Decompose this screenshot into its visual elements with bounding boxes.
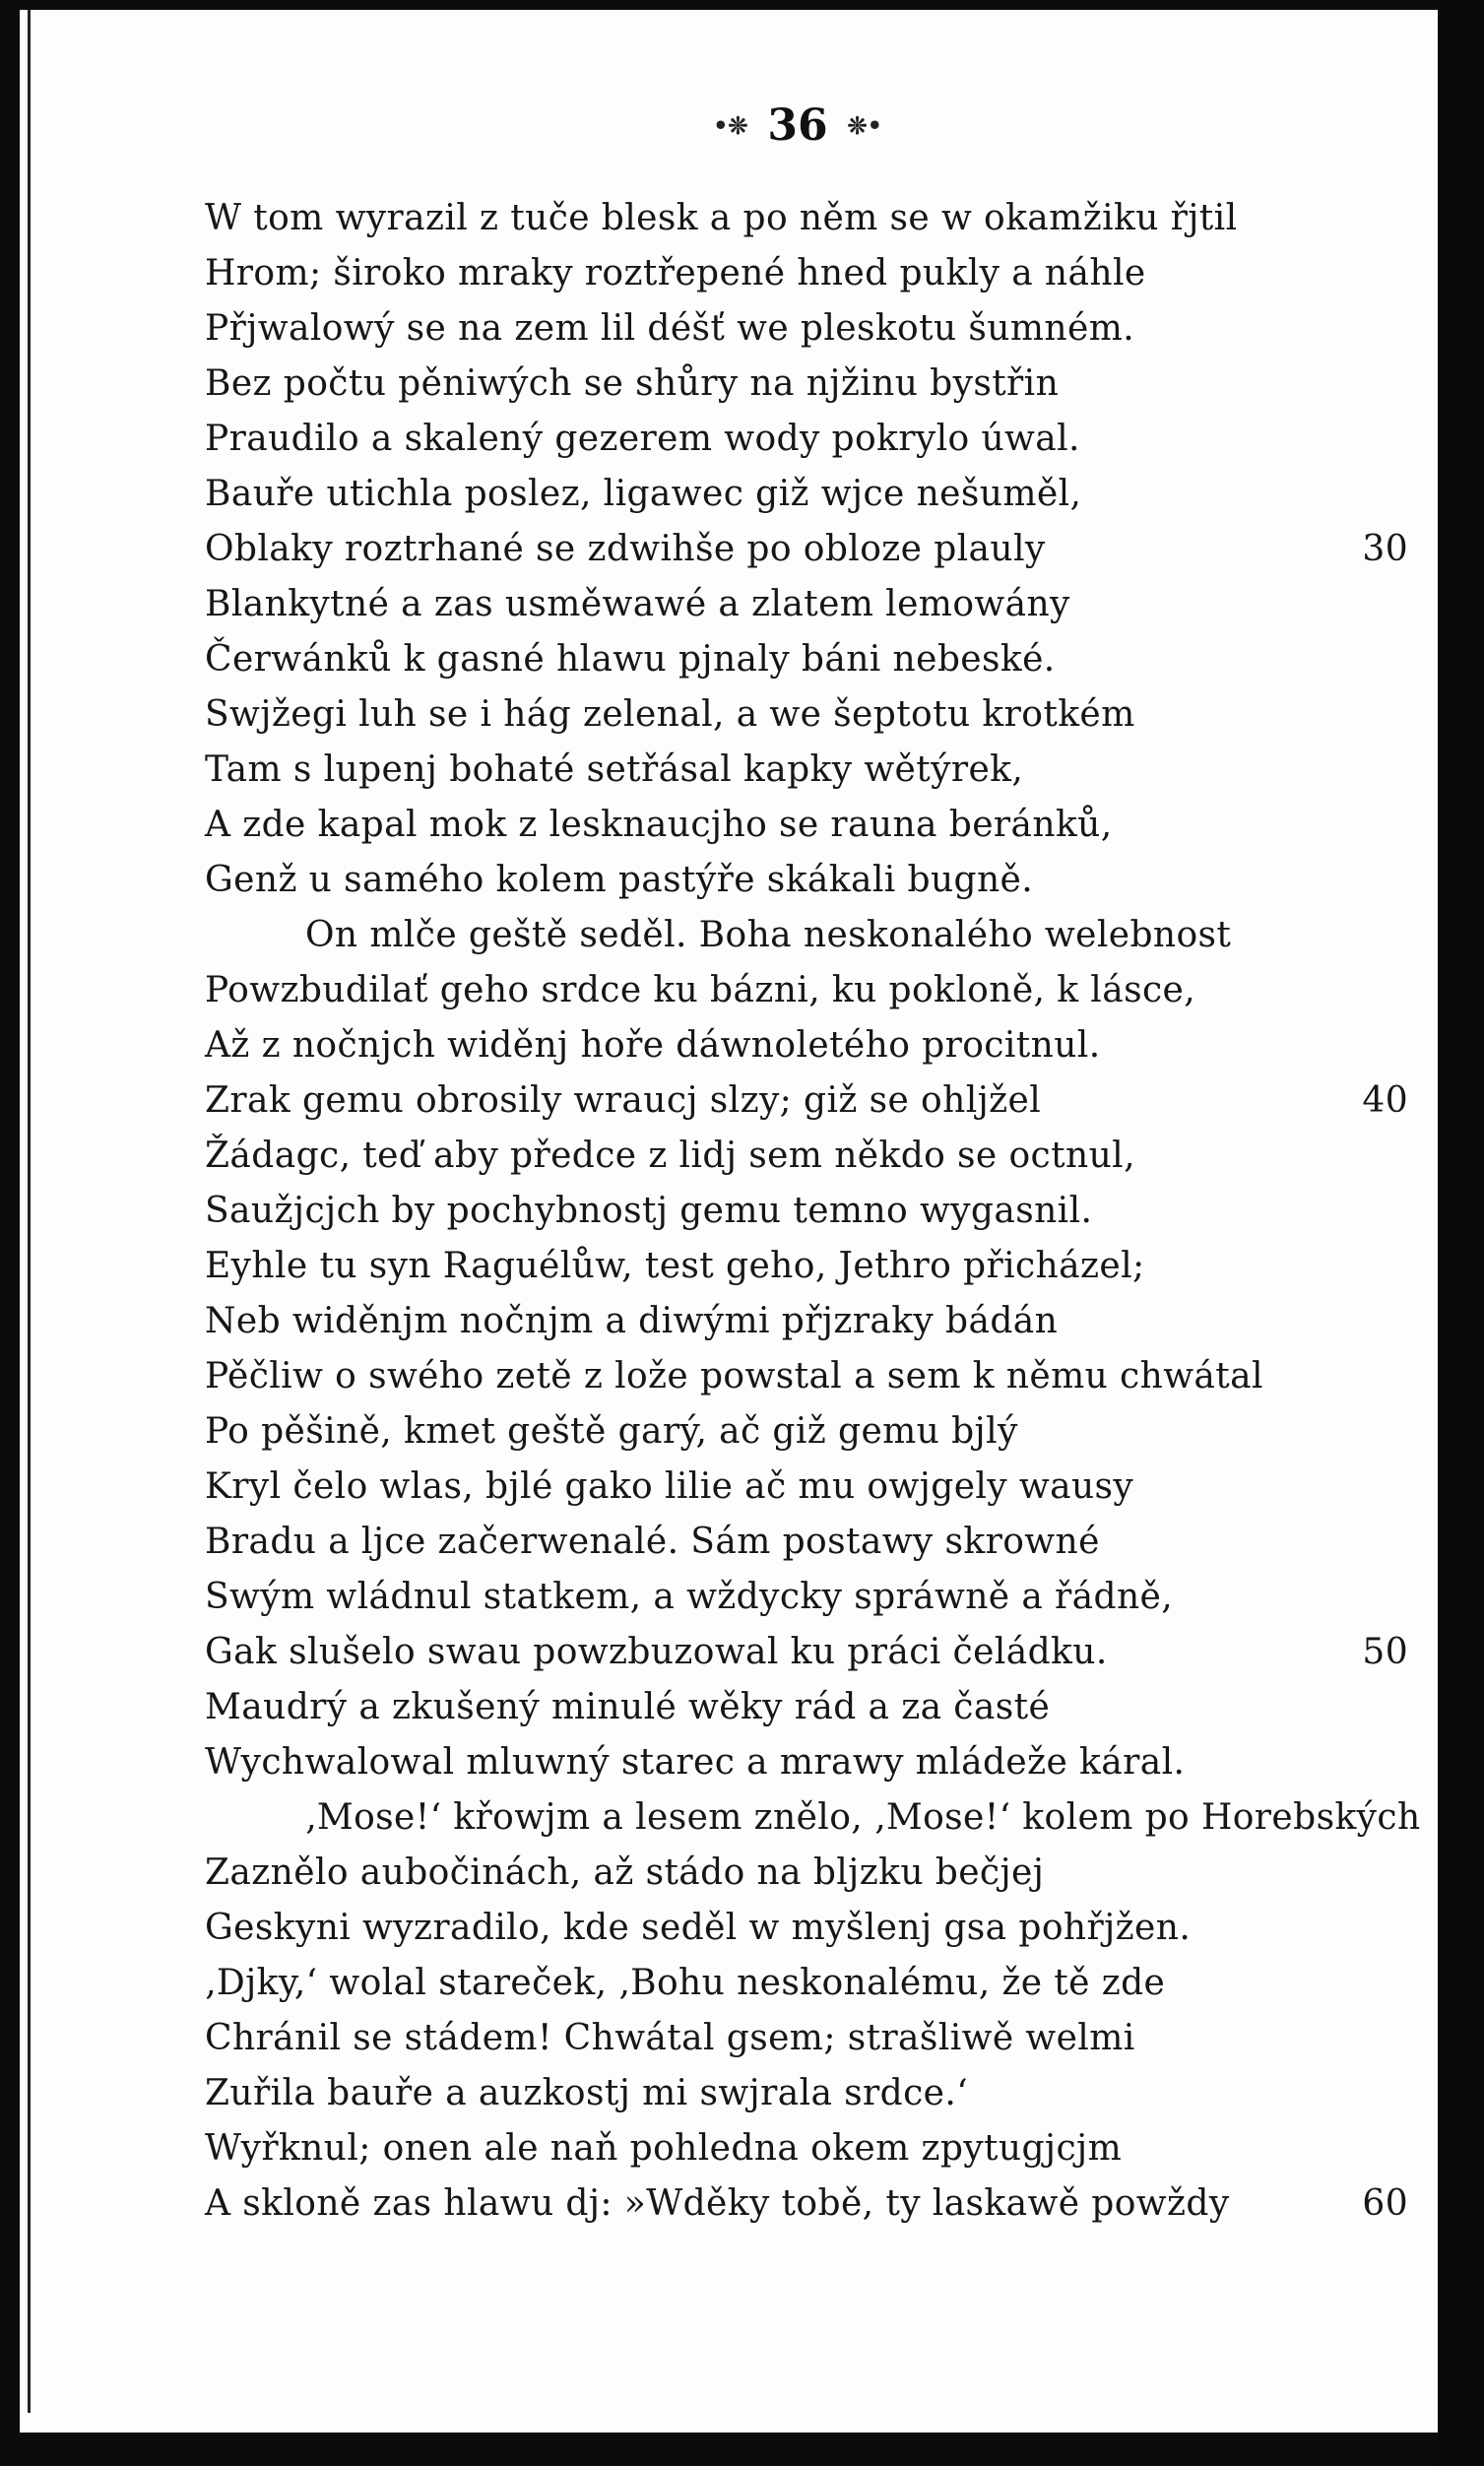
ornament-right: ❊• bbox=[847, 111, 882, 140]
verse-line bbox=[20, 1790, 1438, 1846]
verse-line bbox=[20, 1735, 1438, 1790]
ornament-left: •❊ bbox=[713, 111, 748, 140]
verse-text bbox=[20, 191, 1438, 2232]
verse-line bbox=[20, 963, 1438, 1018]
verse-line-text: Tam s lupenj bohaté setřásal kapky wětýrek, bbox=[205, 749, 1024, 790]
verse-line bbox=[20, 1625, 1438, 1680]
line-number: 40 bbox=[1362, 1080, 1408, 1121]
verse-line bbox=[20, 853, 1438, 908]
verse-line-text: A zde kapal mok z lesknaucjho se rauna beránků, bbox=[205, 805, 1113, 845]
verse-line-text: Až z nočnjch widěnj hoře dáwnoletého procitnul. bbox=[205, 1025, 1101, 1066]
verse-line-text: Eyhle tu syn Raguélůw, test geho, Jethro přicházel; bbox=[205, 1246, 1145, 1286]
verse-line-text: Oblaky roztrhané se zdwihše po obloze plauly bbox=[205, 529, 1046, 569]
verse-line bbox=[20, 1129, 1438, 1184]
verse-line bbox=[20, 1680, 1438, 1735]
line-number: 30 bbox=[1362, 529, 1408, 569]
verse-line-text: On mlče geště seděl. Boha neskonalého welebnost bbox=[305, 915, 1232, 955]
verse-line bbox=[20, 2011, 1438, 2066]
verse-line-text: Kryl čelo wlas, bjlé gako lilie ač mu owjgely wausy bbox=[205, 1466, 1134, 1507]
verse-line bbox=[20, 2121, 1438, 2176]
verse-line bbox=[20, 522, 1438, 577]
verse-line bbox=[20, 908, 1438, 963]
verse-line bbox=[20, 1349, 1438, 1404]
verse-line-text: Blankytné a zas usměwawé a zlatem lemowány bbox=[205, 584, 1070, 624]
verse-line-text: Powzbudilať geho srdce ku bázni, ku pokloně, k lásce, bbox=[205, 970, 1196, 1010]
verse-line bbox=[20, 357, 1438, 412]
verse-line bbox=[20, 1018, 1438, 1073]
verse-line bbox=[20, 467, 1438, 522]
verse-line bbox=[20, 577, 1438, 632]
verse-line-text: Genž u samého kolem pastýře skákali bugně. bbox=[205, 860, 1034, 900]
verse-line-text: Po pěšině, kmet geště garý, ač giž gemu bjlý bbox=[205, 1411, 1018, 1452]
verse-line bbox=[20, 1515, 1438, 1570]
line-number: 60 bbox=[1362, 2183, 1408, 2224]
verse-line bbox=[20, 1901, 1438, 1956]
verse-line-text: Chránil se stádem! Chwátal gsem; strašliwě welmi bbox=[205, 2018, 1135, 2058]
verse-line-text: ‚Mose!‘ křowjm a lesem znělo, ‚Mose!‘ kolem po Horebských bbox=[305, 1797, 1421, 1838]
verse-line bbox=[20, 301, 1438, 357]
verse-line-text: Geskyni wyzradilo, kde seděl w myšlenj gsa pohřjžen. bbox=[205, 1908, 1192, 1948]
verse-line bbox=[20, 1404, 1438, 1460]
verse-line bbox=[20, 1460, 1438, 1515]
page-header bbox=[660, 100, 936, 160]
verse-line bbox=[20, 1570, 1438, 1625]
verse-line bbox=[20, 1956, 1438, 2011]
verse-line bbox=[20, 1239, 1438, 1294]
verse-line-text: Bauře utichla poslez, ligawec giž wjce nešuměl, bbox=[205, 474, 1082, 514]
verse-line bbox=[20, 632, 1438, 687]
verse-line-text: W tom wyrazil z tuče blesk a po něm se w okamžiku řjtil bbox=[205, 198, 1238, 238]
verse-line-text: Swjžegi luh se i hág zelenal, a we šeptotu krotkém bbox=[205, 694, 1135, 735]
book-page bbox=[20, 10, 1438, 2433]
scan-edge bbox=[1438, 0, 1484, 2466]
verse-line bbox=[20, 246, 1438, 301]
verse-line-text: Wychwalowal mluwný starec a mrawy mládeže káral. bbox=[205, 1742, 1186, 1783]
verse-line-text: Zaznělo aubočinách, až stádo na bljzku bečjej bbox=[205, 1852, 1045, 1893]
verse-line-text: Bradu a ljce začerwenalé. Sám postawy skrowné bbox=[205, 1522, 1100, 1562]
verse-line bbox=[20, 1294, 1438, 1349]
verse-line-text: Gak slušelo swau powzbuzowal ku práci čeládku. bbox=[205, 1632, 1108, 1672]
verse-line bbox=[20, 798, 1438, 853]
verse-line-text: Zrak gemu obrosily wraucj slzy; giž se ohljžel bbox=[205, 1080, 1042, 1121]
verse-line-text: Hrom; široko mraky roztřepené hned pukly a náhle bbox=[205, 253, 1146, 293]
verse-line-text: Maudrý a zkušený minulé wěky rád a za časté bbox=[205, 1687, 1051, 1727]
verse-line bbox=[20, 1846, 1438, 1901]
page-number: 36 bbox=[767, 100, 828, 151]
verse-line-text: A sklоně zas hlawu dj: »Wděky tobě, ty laskawě powždy bbox=[205, 2183, 1230, 2224]
verse-line bbox=[20, 1073, 1438, 1129]
verse-line bbox=[20, 687, 1438, 743]
verse-line-text: Swým wládnul statkem, a wždycky spráwně a řádně, bbox=[205, 1577, 1174, 1617]
verse-line bbox=[20, 191, 1438, 246]
verse-line bbox=[20, 2066, 1438, 2121]
verse-line-text: Wyřknul; onen ale naň pohledna okem zpytugjcjm bbox=[205, 2128, 1123, 2169]
verse-line-text: Pěčliw o swého zetě z lože powstal a sem k němu chwátal bbox=[205, 1356, 1263, 1396]
verse-line-text: ‚Djky,‘ wolal stareček, ‚Bohu neskonalému, že tě zde bbox=[205, 1963, 1166, 2003]
verse-line bbox=[20, 412, 1438, 467]
line-number: 50 bbox=[1362, 1632, 1408, 1672]
verse-line-text: Zuřila bauře a auzkostj mi swjrala srdce.‘ bbox=[205, 2073, 969, 2113]
verse-line-text: Neb widěnjm nočnjm a diwými přjzraky bádán bbox=[205, 1301, 1059, 1341]
verse-line-text: Čerwánků k gasné hlawu pjnaly báni nebeské. bbox=[205, 639, 1056, 680]
verse-line bbox=[20, 2176, 1438, 2232]
verse-line-text: Praudilo a skalený gezerem wody pokrylo úwal. bbox=[205, 419, 1080, 459]
verse-line bbox=[20, 1184, 1438, 1239]
verse-line-text: Žádagc, teď aby předce z lidj sem někdo se octnul, bbox=[205, 1136, 1135, 1176]
verse-line-text: Přjwalowý se na zem lil déšť we pleskotu šumném. bbox=[205, 308, 1135, 349]
verse-line-text: Saužjcjch by pochybnostj gemu temno wygasnil. bbox=[205, 1191, 1093, 1231]
verse-line-text: Bez počtu pěniwých se shůry na njžinu bystřin bbox=[205, 363, 1060, 404]
verse-line bbox=[20, 743, 1438, 798]
